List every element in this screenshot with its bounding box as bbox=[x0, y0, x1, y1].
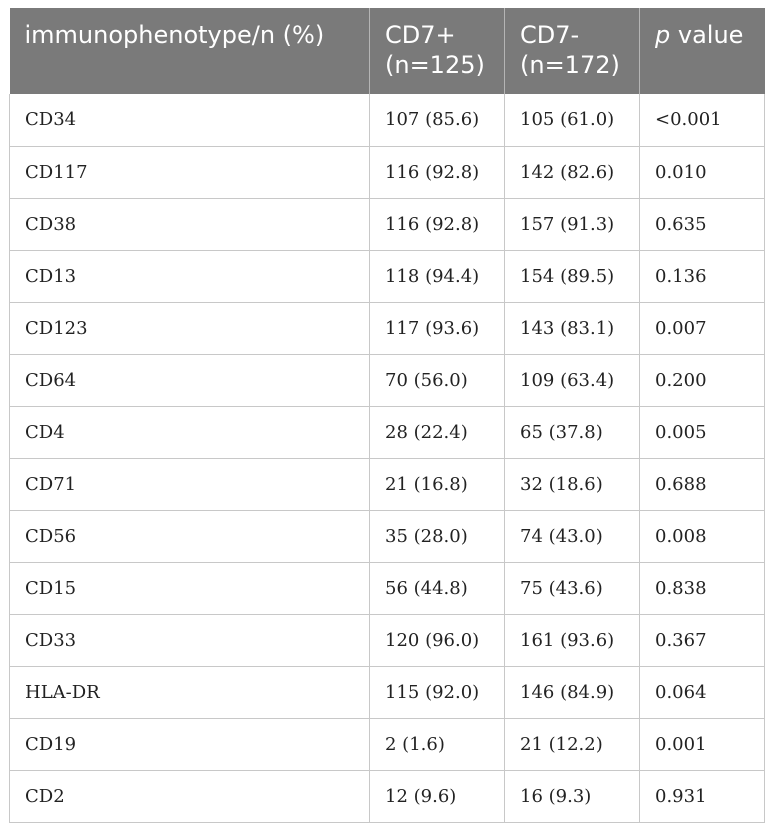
cell-cd7-positive: 28 (22.4) bbox=[370, 406, 505, 458]
cell-p-value: 0.838 bbox=[640, 562, 765, 614]
table-row bbox=[10, 510, 765, 562]
header-immunophenotype-label: immunophenotype/n (%) bbox=[24, 21, 325, 49]
cell-marker: CD4 bbox=[10, 406, 370, 458]
table-body bbox=[10, 94, 765, 822]
cell-p-value: 0.008 bbox=[640, 510, 765, 562]
cell-p-value: <0.001 bbox=[640, 94, 765, 146]
cell-marker: CD38 bbox=[10, 198, 370, 250]
cell-p-value: 0.688 bbox=[640, 458, 765, 510]
table-row bbox=[10, 354, 765, 406]
cell-cd7-negative: 146 (84.9) bbox=[505, 666, 640, 718]
cell-p-value: 0.200 bbox=[640, 354, 765, 406]
cell-marker: CD34 bbox=[10, 94, 370, 146]
table-row bbox=[10, 94, 765, 146]
cell-p-value: 0.001 bbox=[640, 718, 765, 770]
table-row bbox=[10, 146, 765, 198]
immunophenotype-table-container bbox=[9, 8, 764, 823]
cell-cd7-negative: 32 (18.6) bbox=[505, 458, 640, 510]
header-cd7-positive-label: CD7+ bbox=[385, 21, 456, 49]
header-p-value-label: value bbox=[670, 21, 744, 49]
cell-marker: CD56 bbox=[10, 510, 370, 562]
cell-cd7-positive: 115 (92.0) bbox=[370, 666, 505, 718]
cell-cd7-positive: 12 (9.6) bbox=[370, 770, 505, 822]
cell-cd7-negative: 109 (63.4) bbox=[505, 354, 640, 406]
table-row bbox=[10, 406, 765, 458]
cell-cd7-negative: 142 (82.6) bbox=[505, 146, 640, 198]
cell-cd7-negative: 21 (12.2) bbox=[505, 718, 640, 770]
cell-cd7-positive: 35 (28.0) bbox=[370, 510, 505, 562]
cell-marker: CD64 bbox=[10, 354, 370, 406]
cell-marker: CD117 bbox=[10, 146, 370, 198]
immunophenotype-table bbox=[9, 8, 765, 823]
cell-cd7-positive: 2 (1.6) bbox=[370, 718, 505, 770]
cell-cd7-positive: 21 (16.8) bbox=[370, 458, 505, 510]
header-cd7-negative bbox=[505, 8, 640, 94]
cell-cd7-negative: 157 (91.3) bbox=[505, 198, 640, 250]
cell-p-value: 0.367 bbox=[640, 614, 765, 666]
cell-marker: HLA-DR bbox=[10, 666, 370, 718]
cell-cd7-positive: 116 (92.8) bbox=[370, 146, 505, 198]
table-row bbox=[10, 458, 765, 510]
header-cd7-positive-count: (n=125) bbox=[385, 51, 485, 79]
cell-p-value: 0.005 bbox=[640, 406, 765, 458]
table-row bbox=[10, 770, 765, 822]
cell-marker: CD13 bbox=[10, 250, 370, 302]
cell-cd7-negative: 161 (93.6) bbox=[505, 614, 640, 666]
cell-p-value: 0.635 bbox=[640, 198, 765, 250]
header-cd7-negative-count: (n=172) bbox=[520, 51, 620, 79]
cell-cd7-negative: 75 (43.6) bbox=[505, 562, 640, 614]
cell-p-value: 0.064 bbox=[640, 666, 765, 718]
header-cd7-negative-label: CD7- bbox=[520, 21, 580, 49]
cell-marker: CD33 bbox=[10, 614, 370, 666]
cell-cd7-positive: 117 (93.6) bbox=[370, 302, 505, 354]
header-immunophenotype bbox=[10, 8, 370, 94]
cell-cd7-negative: 74 (43.0) bbox=[505, 510, 640, 562]
cell-cd7-positive: 56 (44.8) bbox=[370, 562, 505, 614]
cell-cd7-positive: 107 (85.6) bbox=[370, 94, 505, 146]
table-row bbox=[10, 614, 765, 666]
cell-cd7-positive: 70 (56.0) bbox=[370, 354, 505, 406]
header-p-value-italic: p bbox=[655, 21, 671, 49]
header-p-value bbox=[640, 8, 765, 94]
cell-marker: CD19 bbox=[10, 718, 370, 770]
cell-marker: CD2 bbox=[10, 770, 370, 822]
cell-cd7-positive: 116 (92.8) bbox=[370, 198, 505, 250]
header-row bbox=[10, 8, 765, 94]
cell-marker: CD15 bbox=[10, 562, 370, 614]
table-header bbox=[10, 8, 765, 94]
header-cd7-positive bbox=[370, 8, 505, 94]
cell-p-value: 0.010 bbox=[640, 146, 765, 198]
cell-cd7-positive: 118 (94.4) bbox=[370, 250, 505, 302]
cell-cd7-negative: 154 (89.5) bbox=[505, 250, 640, 302]
cell-cd7-negative: 143 (83.1) bbox=[505, 302, 640, 354]
table-row bbox=[10, 718, 765, 770]
cell-p-value: 0.007 bbox=[640, 302, 765, 354]
table-row bbox=[10, 250, 765, 302]
table-row bbox=[10, 302, 765, 354]
table-row bbox=[10, 666, 765, 718]
cell-cd7-negative: 16 (9.3) bbox=[505, 770, 640, 822]
cell-marker: CD123 bbox=[10, 302, 370, 354]
cell-cd7-positive: 120 (96.0) bbox=[370, 614, 505, 666]
cell-p-value: 0.931 bbox=[640, 770, 765, 822]
cell-marker: CD71 bbox=[10, 458, 370, 510]
table-row bbox=[10, 198, 765, 250]
table-row bbox=[10, 562, 765, 614]
cell-cd7-negative: 65 (37.8) bbox=[505, 406, 640, 458]
cell-cd7-negative: 105 (61.0) bbox=[505, 94, 640, 146]
cell-p-value: 0.136 bbox=[640, 250, 765, 302]
